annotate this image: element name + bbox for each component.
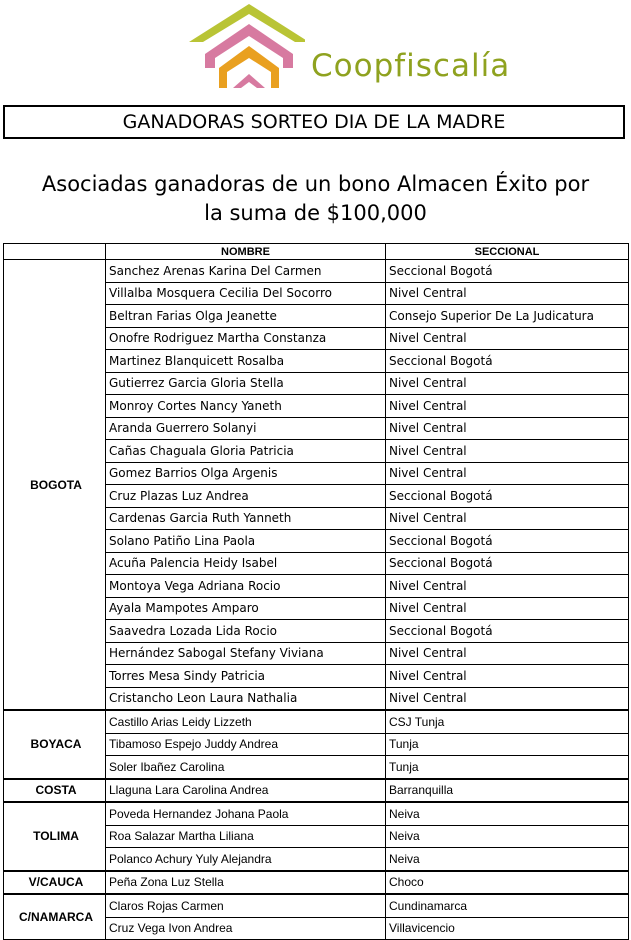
seccional-cell: Villavicencio (386, 917, 629, 940)
brand-name: Coopfiscalía (311, 48, 511, 84)
nombre-cell: Ayala Mampotes Amparo (106, 597, 386, 620)
region-cell: BOYACA (4, 710, 106, 779)
seccional-cell: Nivel Central (386, 507, 629, 530)
table-row (4, 710, 629, 733)
nombre-cell: Martinez Blanquicett Rosalba (106, 350, 386, 373)
nombre-cell: Poveda Hernandez Johana Paola (106, 802, 386, 825)
seccional-cell: Nivel Central (386, 642, 629, 665)
nombre-cell: Aranda Guerrero Solanyi (106, 417, 386, 440)
nombre-cell: Solano Patiño Lina Paola (106, 530, 386, 553)
winners-table (3, 243, 629, 940)
seccional-cell: Barranquilla (386, 779, 629, 803)
nombre-cell: Saavedra Lozada Lida Rocio (106, 620, 386, 643)
nombre-cell: Gomez Barrios Olga Argenis (106, 462, 386, 485)
seccional-cell: Nivel Central (386, 282, 629, 305)
nombre-cell: Cruz Vega Ivon Andrea (106, 917, 386, 940)
seccional-cell: Seccional Bogotá (386, 552, 629, 575)
coopfiscalia-logo (185, 2, 605, 94)
seccional-header: SECCIONAL (386, 244, 629, 260)
subtitle-line-2: la suma de $100,000 (204, 201, 427, 225)
subtitle (0, 170, 631, 228)
table-header-row (4, 244, 629, 260)
region-header (4, 244, 106, 260)
nombre-cell: Villalba Mosquera Cecilia Del Socorro (106, 282, 386, 305)
logo-emblem-icon (185, 2, 305, 94)
seccional-cell: Nivel Central (386, 327, 629, 350)
nombre-cell: Llaguna Lara Carolina Andrea (106, 779, 386, 803)
nombre-cell: Gutierrez Garcia Gloria Stella (106, 372, 386, 395)
region-cell: BOGOTA (4, 260, 106, 711)
seccional-cell: Nivel Central (386, 597, 629, 620)
region-cell: V/CAUCA (4, 871, 106, 895)
seccional-cell: Tunja (386, 733, 629, 756)
subtitle-line-1: Asociadas ganadoras de un bono Almacen Éxito por (41, 172, 590, 196)
nombre-cell: Beltran Farias Olga Jeanette (106, 305, 386, 328)
seccional-cell: Tunja (386, 756, 629, 779)
table-row (4, 894, 629, 917)
seccional-cell: Nivel Central (386, 462, 629, 485)
seccional-cell: Consejo Superior De La Judicatura (386, 305, 629, 328)
nombre-cell: Sanchez Arenas Karina Del Carmen (106, 260, 386, 283)
table-row (4, 260, 629, 283)
seccional-cell: Seccional Bogotá (386, 530, 629, 553)
nombre-cell: Cristancho Leon Laura Nathalia (106, 687, 386, 710)
table-row (4, 871, 629, 895)
nombre-cell: Monroy Cortes Nancy Yaneth (106, 395, 386, 418)
seccional-cell: Cundinamarca (386, 894, 629, 917)
nombre-cell: Tibamoso Espejo Juddy Andrea (106, 733, 386, 756)
region-cell: COSTA (4, 779, 106, 803)
nombre-cell: Cruz Plazas Luz Andrea (106, 485, 386, 508)
seccional-cell: Nivel Central (386, 417, 629, 440)
nombre-cell: Peña Zona Luz Stella (106, 871, 386, 895)
seccional-cell: Neiva (386, 825, 629, 848)
seccional-cell: Seccional Bogotá (386, 620, 629, 643)
seccional-cell: Seccional Bogotá (386, 260, 629, 283)
seccional-cell: Neiva (386, 848, 629, 871)
seccional-cell: Nivel Central (386, 575, 629, 598)
seccional-cell: Nivel Central (386, 687, 629, 710)
nombre-cell: Torres Mesa Sindy Patricia (106, 665, 386, 688)
nombre-cell: Cardenas Garcia Ruth Yanneth (106, 507, 386, 530)
nombre-cell: Claros Rojas Carmen (106, 894, 386, 917)
seccional-cell: Seccional Bogotá (386, 350, 629, 373)
nombre-cell: Castillo Arias Leidy Lizzeth (106, 710, 386, 733)
nombre-cell: Acuña Palencia Heidy Isabel (106, 552, 386, 575)
table-body (4, 260, 629, 940)
seccional-cell: Nivel Central (386, 665, 629, 688)
nombre-cell: Hernández Sabogal Stefany Viviana (106, 642, 386, 665)
seccional-cell: Nivel Central (386, 395, 629, 418)
nombre-cell: Montoya Vega Adriana Rocio (106, 575, 386, 598)
seccional-cell: Seccional Bogotá (386, 485, 629, 508)
seccional-cell: Nivel Central (386, 440, 629, 463)
page-title: GANADORAS SORTEO DIA DE LA MADRE (3, 105, 625, 139)
nombre-cell: Onofre Rodriguez Martha Constanza (106, 327, 386, 350)
nombre-cell: Roa Salazar Martha Liliana (106, 825, 386, 848)
seccional-cell: Nivel Central (386, 372, 629, 395)
seccional-cell: CSJ Tunja (386, 710, 629, 733)
nombre-cell: Polanco Achury Yuly Alejandra (106, 848, 386, 871)
table-row (4, 802, 629, 825)
nombre-cell: Soler Ibañez Carolina (106, 756, 386, 779)
region-cell: TOLIMA (4, 802, 106, 871)
table-row (4, 779, 629, 803)
nombre-header: NOMBRE (106, 244, 386, 260)
seccional-cell: Neiva (386, 802, 629, 825)
nombre-cell: Cañas Chaguala Gloria Patricia (106, 440, 386, 463)
seccional-cell: Choco (386, 871, 629, 895)
region-cell: C/NAMARCA (4, 894, 106, 940)
